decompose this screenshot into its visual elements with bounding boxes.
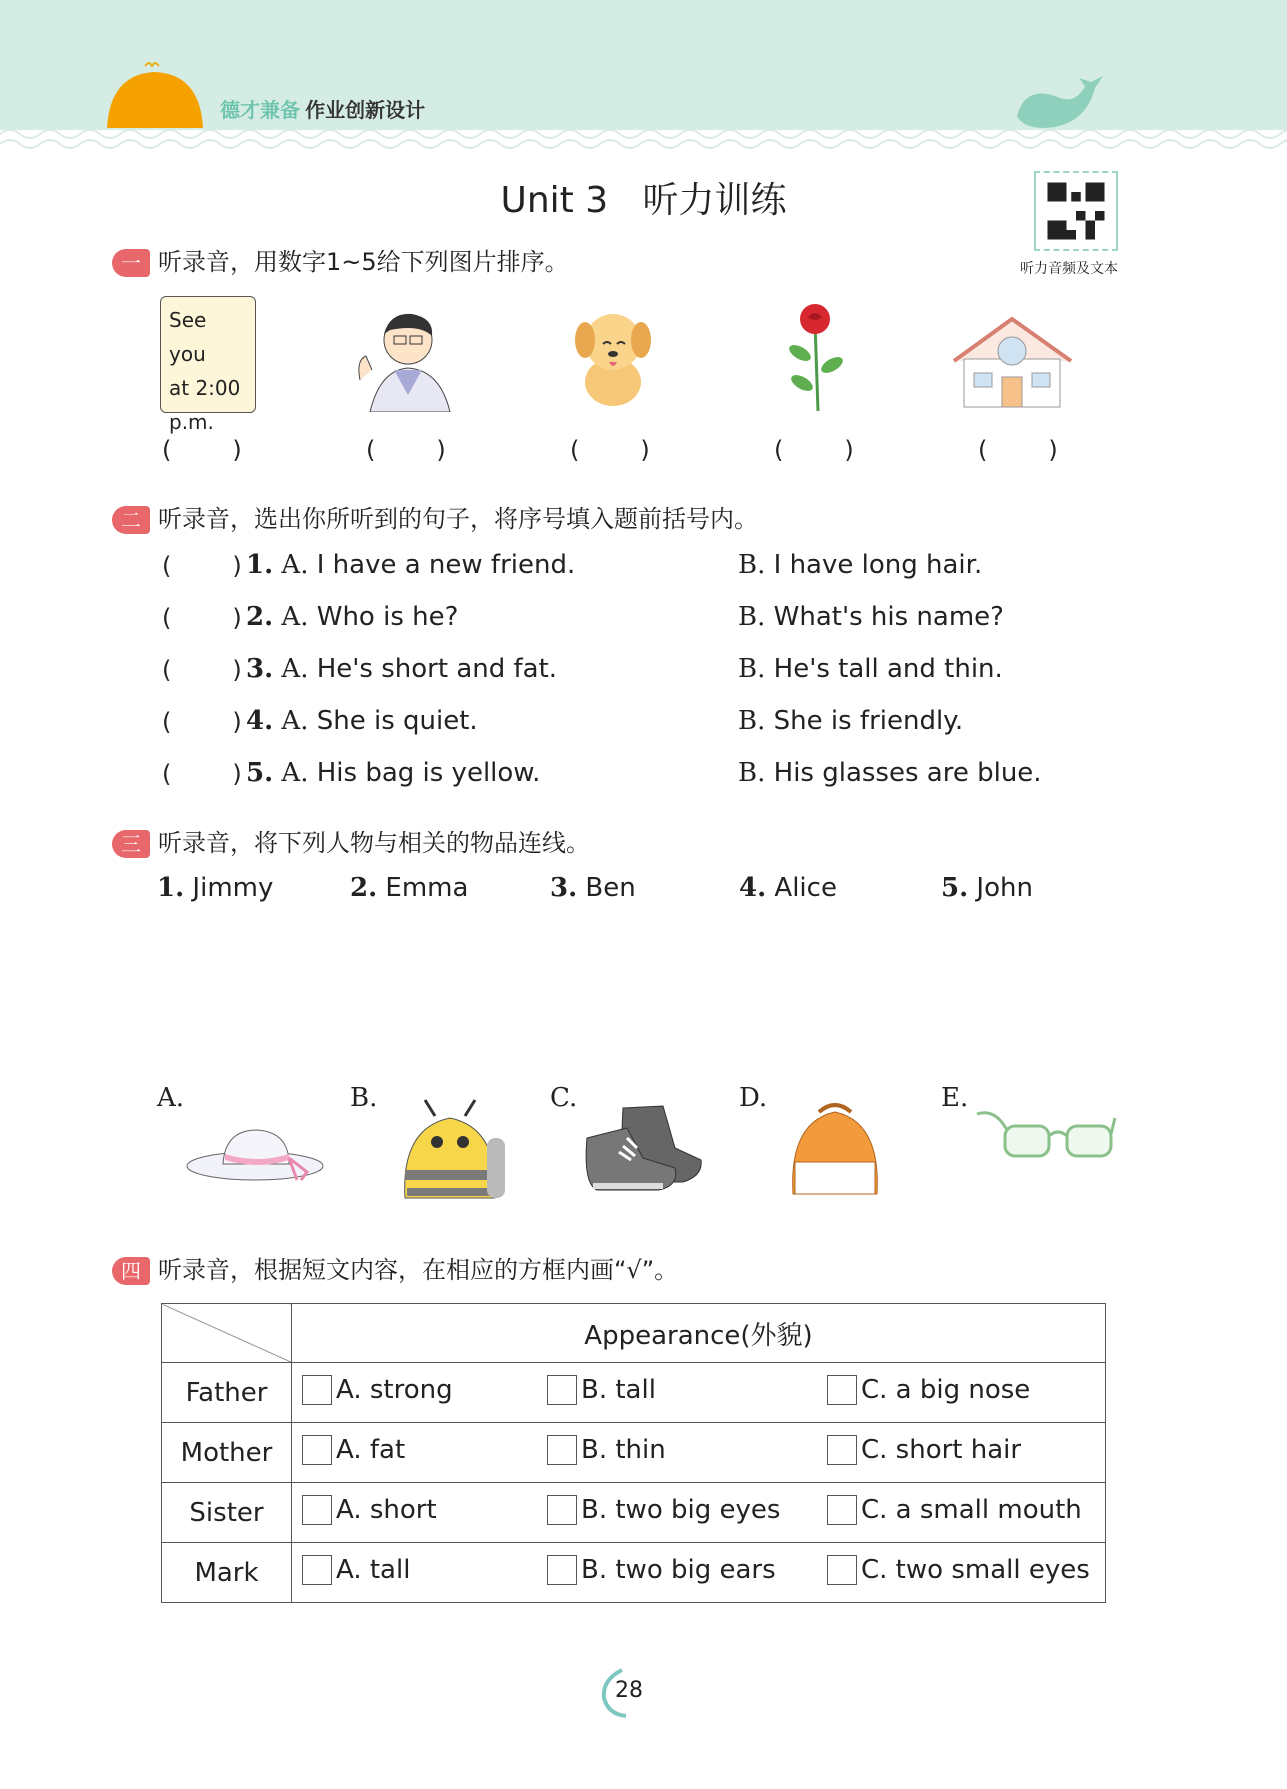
appearance-table [161, 1303, 1106, 1603]
name-number: 3. [550, 873, 578, 903]
page-number: 28 [615, 1678, 643, 1703]
option-text: C. short hair [861, 1435, 1022, 1465]
option-text: C. a big nose [861, 1375, 1031, 1405]
table-row [162, 1483, 1106, 1543]
option-text: B. two big eyes [581, 1495, 781, 1525]
checkbox-option[interactable] [547, 1495, 780, 1525]
option-a-label: A. [281, 706, 309, 736]
person-cell: Mother [162, 1423, 292, 1483]
answer-paren[interactable]: ( ) [162, 604, 242, 632]
section-badge: 一 [112, 249, 150, 277]
item-letter: A. [157, 1083, 185, 1113]
qr-caption: 听力音频及文本 [1020, 261, 1118, 277]
options-cell [292, 1423, 1106, 1483]
person-cell: Mark [162, 1543, 292, 1603]
name-number: 4. [739, 873, 767, 903]
option-b-text: I have long hair. [773, 550, 983, 580]
checkbox-option[interactable] [302, 1375, 453, 1405]
option-b [738, 654, 1003, 684]
person-cell: Father [162, 1363, 292, 1423]
person-name[interactable] [550, 873, 636, 903]
checkbox[interactable] [827, 1375, 857, 1405]
options-cell [292, 1363, 1106, 1423]
question-number: 1. [246, 550, 274, 580]
option-b-label: B. [738, 602, 766, 632]
sneakers-picture [583, 1098, 703, 1196]
checkbox[interactable] [302, 1495, 332, 1525]
question-item [246, 706, 478, 736]
checkbox[interactable] [302, 1555, 332, 1585]
name-number: 5. [941, 873, 969, 903]
orange-backpack-picture [785, 1098, 885, 1198]
option-b-label: B. [738, 706, 766, 736]
answer-paren-1[interactable]: ( ) [162, 436, 242, 464]
option-a-text: She is quiet. [316, 706, 478, 736]
checkbox[interactable] [302, 1435, 332, 1465]
answer-paren[interactable]: ( ) [162, 656, 242, 684]
checkbox[interactable] [827, 1495, 857, 1525]
option-b [738, 550, 982, 580]
note-picture [160, 296, 256, 434]
person-name[interactable] [739, 873, 837, 903]
person-name[interactable] [350, 873, 468, 903]
option-text: A. strong [336, 1375, 453, 1405]
name-text: Emma [385, 873, 469, 903]
person-name[interactable] [157, 873, 273, 903]
answer-paren[interactable]: ( ) [162, 552, 242, 580]
option-a-label: A. [281, 602, 309, 632]
glasses-picture [975, 1108, 1117, 1160]
option-a-label: A. [281, 550, 309, 580]
question-item [246, 602, 458, 632]
option-a-label: A. [281, 758, 309, 788]
option-text: B. thin [581, 1435, 666, 1465]
answer-paren-2[interactable]: ( ) [366, 436, 446, 464]
option-b-label: B. [738, 550, 766, 580]
item-letter: C. [550, 1083, 578, 1113]
name-text: Jimmy [192, 873, 274, 903]
person-cell: Sister [162, 1483, 292, 1543]
name-text: Alice [774, 873, 837, 903]
whale-icon [1015, 76, 1111, 130]
checkbox[interactable] [547, 1375, 577, 1405]
item-letter: B. [350, 1083, 378, 1113]
option-b-text: What's his name? [773, 602, 1004, 632]
question-number: 5. [246, 758, 274, 788]
rose-picture [780, 293, 850, 413]
option-a-text: Who is he? [316, 602, 459, 632]
item-letter: D. [739, 1083, 768, 1113]
heading-text: 听录音，选出你所听到的句子，将序号填入题前括号内。 [158, 505, 758, 533]
house-picture [950, 315, 1075, 411]
checkbox-option[interactable] [302, 1555, 410, 1585]
checkbox[interactable] [302, 1375, 332, 1405]
question-item [246, 654, 557, 684]
hat-picture [185, 1118, 330, 1190]
section3-heading [112, 823, 590, 858]
option-a-text: His bag is yellow. [316, 758, 541, 788]
section-badge: 四 [112, 1257, 150, 1285]
checkbox-option[interactable] [827, 1555, 1090, 1585]
checkbox-option[interactable] [547, 1375, 656, 1405]
table-header: Appearance(外貌) [292, 1304, 1106, 1363]
sun-icon [105, 62, 205, 130]
checkbox-option[interactable] [547, 1555, 776, 1585]
item-letter: E. [941, 1083, 969, 1113]
option-text: A. short [336, 1495, 437, 1525]
name-number: 2. [350, 873, 378, 903]
option-b-text: His glasses are blue. [773, 758, 1042, 788]
checkbox[interactable] [827, 1435, 857, 1465]
table-row [162, 1423, 1106, 1483]
checkbox[interactable] [547, 1435, 577, 1465]
heading-text: 听录音，根据短文内容，在相应的方框内画“√”。 [158, 1256, 679, 1284]
answer-paren[interactable]: ( ) [162, 708, 242, 736]
note-line: p.m. [169, 410, 214, 434]
brand [220, 94, 425, 123]
name-number: 1. [157, 873, 185, 903]
dog-picture [565, 302, 661, 412]
table-row [162, 1363, 1106, 1423]
option-text: B. tall [581, 1375, 656, 1405]
answer-paren-3[interactable]: ( ) [570, 436, 650, 464]
checkbox[interactable] [547, 1495, 577, 1525]
name-text: John [976, 873, 1033, 903]
checkbox-option[interactable] [302, 1435, 405, 1465]
checkbox[interactable] [827, 1555, 857, 1585]
section1-heading [112, 242, 569, 277]
checkbox-option[interactable] [827, 1375, 1030, 1405]
note-line: at 2:00 [169, 376, 241, 400]
section-badge: 二 [112, 506, 150, 534]
option-a-label: A. [281, 654, 309, 684]
section-badge: 三 [112, 830, 150, 858]
qr-code[interactable] [1034, 171, 1118, 251]
table-row [162, 1543, 1106, 1603]
brand-main: 作业创新设计 [305, 98, 426, 122]
options-cell [292, 1543, 1106, 1603]
option-b [738, 758, 1042, 788]
checkbox-option[interactable] [827, 1495, 1082, 1525]
option-b-label: B. [738, 654, 766, 684]
option-text: C. two small eyes [861, 1555, 1090, 1585]
option-text: A. tall [336, 1555, 411, 1585]
question-number: 3. [246, 654, 274, 684]
option-a-text: I have a new friend. [316, 550, 576, 580]
person-name[interactable] [941, 873, 1033, 903]
note-line: See you [169, 308, 207, 366]
checkbox-option[interactable] [827, 1435, 1021, 1465]
heading-text: 听录音，用数字1~5给下列图片排序。 [158, 248, 569, 276]
option-b [738, 706, 963, 736]
option-text: B. two big ears [581, 1555, 776, 1585]
brand-accent: 德才兼备 [220, 98, 300, 122]
option-b-text: He's tall and thin. [773, 654, 1003, 684]
option-b-label: B. [738, 758, 766, 788]
checkbox[interactable] [547, 1555, 577, 1585]
answer-paren-4[interactable]: ( ) [774, 436, 854, 464]
diagonal-cell [162, 1304, 292, 1363]
options-cell [292, 1483, 1106, 1543]
question-item [246, 758, 540, 788]
heading-text: 听录音，将下列人物与相关的物品连线。 [158, 829, 590, 857]
man-waving-picture [350, 300, 460, 412]
option-text: A. fat [336, 1435, 406, 1465]
answer-paren[interactable]: ( ) [162, 760, 242, 788]
name-text: Ben [585, 873, 636, 903]
option-a-text: He's short and fat. [316, 654, 558, 684]
option-b [738, 602, 1004, 632]
bee-backpack-picture [395, 1098, 510, 1210]
checkbox-option[interactable] [547, 1435, 666, 1465]
answer-paren-5[interactable]: ( ) [978, 436, 1058, 464]
section4-heading [112, 1250, 678, 1285]
option-b-text: She is friendly. [773, 706, 964, 736]
page-title: Unit 3 听力训练 [500, 180, 787, 221]
table-header-row [162, 1304, 1106, 1363]
question-number: 4. [246, 706, 274, 736]
checkbox-option[interactable] [302, 1495, 437, 1525]
section2-heading [112, 499, 758, 534]
question-number: 2. [246, 602, 274, 632]
option-text: C. a small mouth [861, 1495, 1082, 1525]
question-item [246, 550, 575, 580]
